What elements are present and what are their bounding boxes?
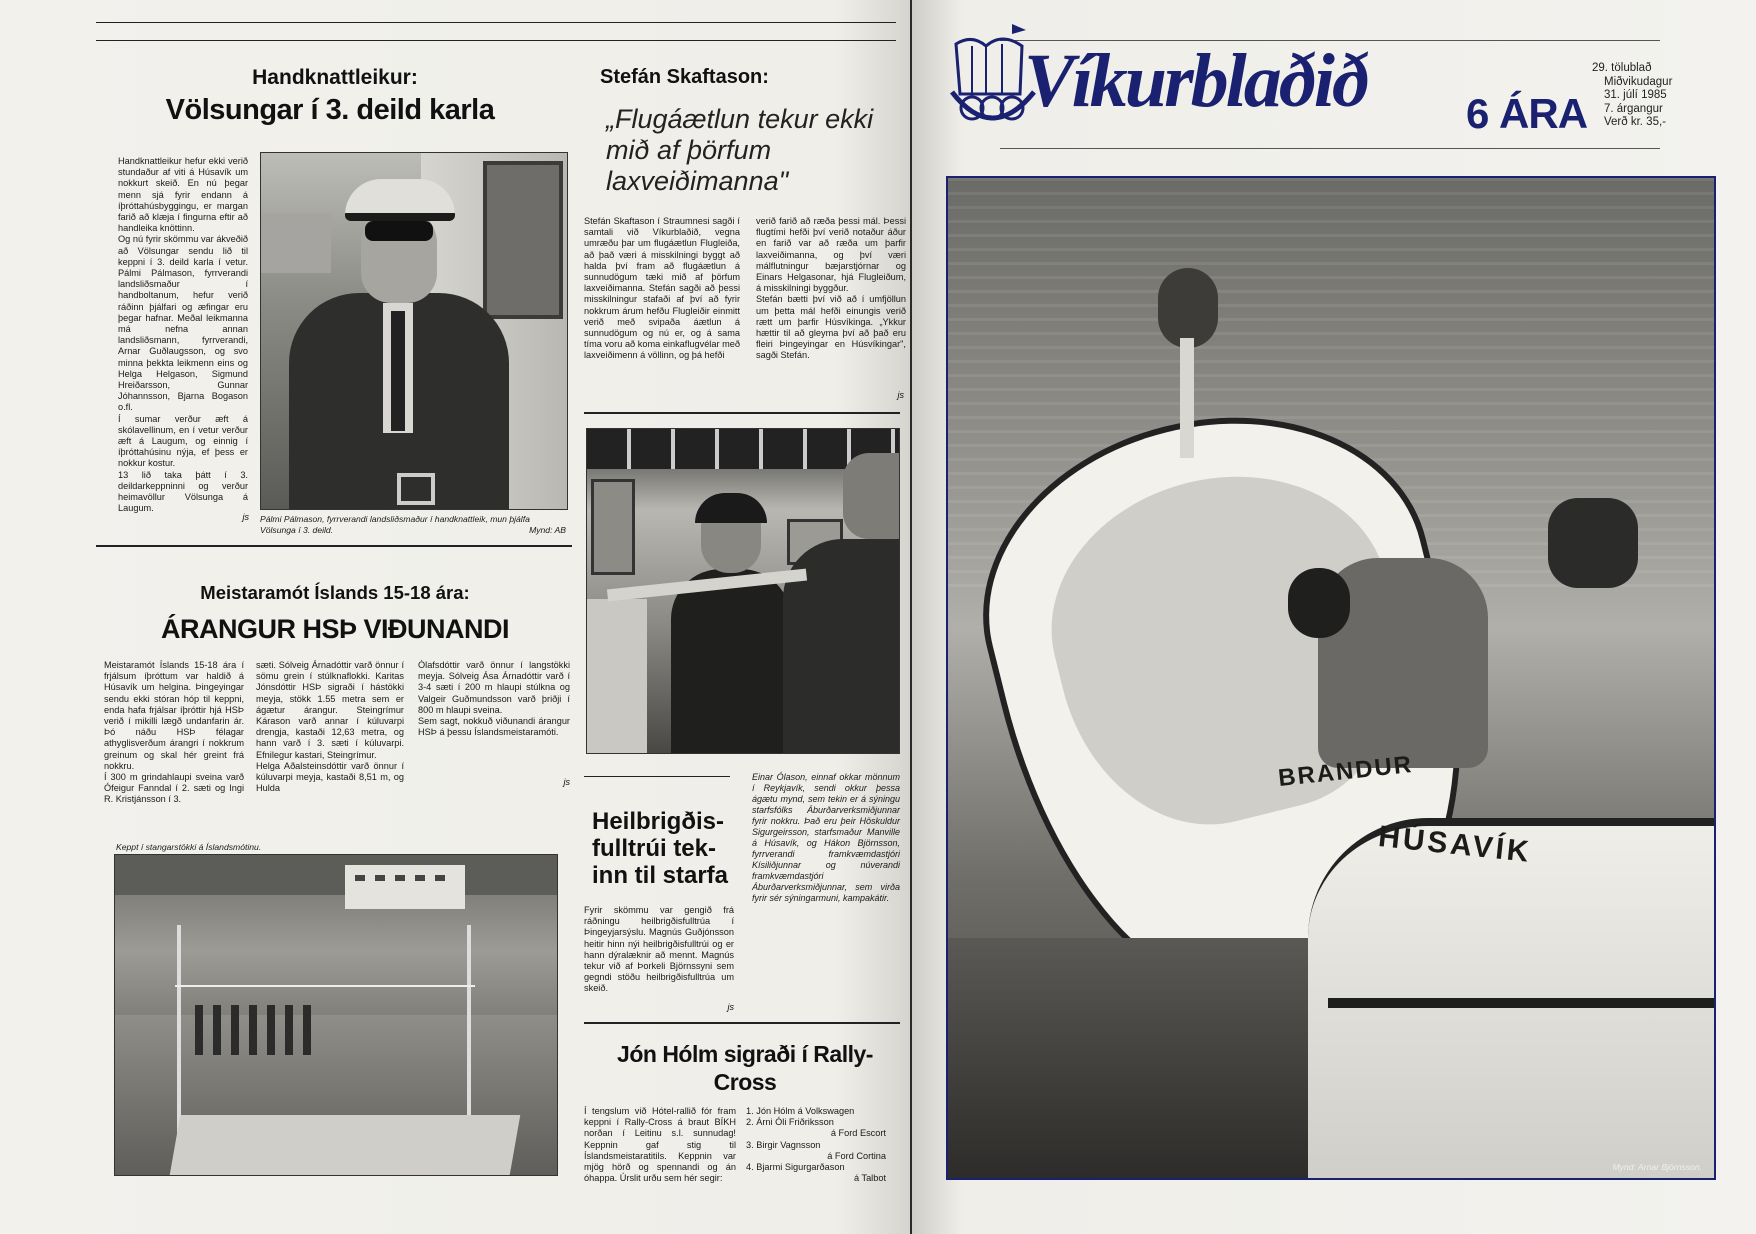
rally-result-name: Jón Hólm á Volkswagen (756, 1106, 855, 1116)
health-signature: js (727, 1002, 734, 1012)
rally-result-item (746, 1140, 886, 1162)
rally-result-name: Árni Óli Friðriksson (756, 1117, 834, 1128)
stefan-rule (584, 412, 900, 414)
handball-coach-photo (260, 152, 568, 510)
handball-signature: js (242, 512, 249, 522)
stefan-kicker: Stefán Skaftason: (600, 66, 769, 88)
issue-date: 31. júlí 1985 (1604, 89, 1667, 101)
rally-result-num: 2. (746, 1117, 754, 1128)
rally-result-name: Bjarmi Sigurgarðason (756, 1162, 845, 1173)
pole-vault-caption: Keppt í stangarstökki á Íslandsmótinu. (116, 842, 262, 852)
health-top-rule (584, 776, 730, 777)
section-rule (96, 545, 572, 547)
cover-photo-credit: Mynd: Arnar Björnsson. (1612, 1161, 1702, 1172)
championship-col3: Ólafsdóttir varð önnur í langstökki meyja. Sólveig Ása Árnadóttir varð í 3-4 sæti í 200 m hlaupi stúlkna og Valgeir Guðmundsson varð þriðji í 800 m hlaupi sveina. Sem sagt, nokkuð viðunandi árangur HSÞ á þessu Íslandsmeistaramóti. (418, 660, 570, 738)
masthead-bottom-rule (1000, 148, 1660, 149)
rally-result-num: 4. (746, 1162, 754, 1173)
stefan-col2: verið farið að ræða þessi mál. Þessi flugtími hefði því verið notaður áður en farið var að ræða um þarfir laxveiðimanna, og því væri málflutningur bæjarstjórnar og Einars Helgasonar, hjá Flugleiðum, á misskilningi byggður. Stefán bætti því við að í umfjöllun um þetta mál hefði einungis verið rætt um þarfir Húsvíkinga. „Ykkur hættir til að gleyma því að það eru fleiri Þingeyingar en Húsvíkingar", sagði Stefán. (756, 216, 906, 361)
pole-vault-photo (114, 854, 558, 1176)
stefan-signature: js (897, 390, 904, 400)
rally-body: Í tengslum við Hótel-rallið fór fram keppni í Rally-Cross á braut BÍKH norðan í Leitinu s.l. sunnudag! Keppnin gaf stig til Íslandsmeistaratitils. Keppnin var mjög hörð og spennandi og án óhappa. Úrslit urðu sem hér segir: (584, 1106, 736, 1184)
masthead-title: Víkurblaðið (1024, 39, 1367, 123)
health-body: Fyrir skömmu var gengið frá ráðningu heilbrigðisfulltrúa í Þingeyjarsýslu. Magnús Guðjónsson heitir hinn nýi heilbrigðisfulltrúi og er hann dýralæknir að mennt. Magnús tekur við af Þorkeli Björnssyni sem gegndi stöðu heilbrigðisfulltrúa um skeið. (584, 905, 734, 994)
rally-result-car: á Ford Escort (830, 1128, 886, 1139)
handball-headline: Völsungar í 3. deild karla (165, 94, 495, 126)
rally-headline: Jón Hólm sigraði í Rally-Cross (617, 1041, 873, 1095)
rally-result-car: á Talbot (853, 1173, 886, 1184)
rally-result-num: 1. (746, 1106, 754, 1116)
handball-caption: Pálmi Pálmason, fyrrverandi landsliðsmaður í handknattleik, mun þjálfa Völsunga í 3. deild. (260, 514, 530, 535)
top-rule (96, 22, 896, 23)
rally-result-num: 3. (746, 1139, 754, 1150)
issue-price: Verð kr. 35,- (1604, 116, 1667, 128)
stefan-col1: Stefán Skaftason í Straumnesi sagði í samtali við Víkurblaðið, vegna umræðu þar um flugáætlun Flugleiða, að það væri á misskilningi byggt að halda því fram að flugáætlun á sunnudögum tæki mið af þörfum laxveiðimanna. Stefán sagði að þessi misskilningur stafaði af því að fyrir nokkrum árum hefðu Flugleiðir einmitt verið með svipaða áætlun á sunnudögum og nú er, og á sama tíma voru að koma einkaflugvélar með laxveiðimenn á völlinn, og þá hefði (584, 216, 740, 361)
championship-headline: ÁRANGUR HSÞ VIÐUNANDI (160, 614, 509, 644)
championship-col2: sæti. Sólveig Árnadóttir varð önnur í sömu grein í stúlknaflokki. Karitas Jónsdóttir HSÞ sigraði í hástökki meyja, stökk 1.55 metra sem er ágætur árangur. Steingrímur Kárason varð annar í kúluvarpi drengja, kastaði 12,63 metra, og hann varð í 3. sæti í kúluvarpi. Efnilegur kastari, Steingrímur. Helga Aðalsteinsdóttir varð önnur í kúluvarpi meyja, kastaði 8,51 m, og Hulda (256, 660, 404, 794)
issue-weekday: Miðvikudagur (1604, 75, 1673, 88)
health-headline: Heilbrigðis- fulltrúi tek- inn til starfa (592, 808, 729, 889)
cover-boat-photo (946, 176, 1716, 1180)
rally-result-item (746, 1162, 886, 1184)
einar-caption: Einar Ólason, einnaf okkar mönnum í Reykjavík, sendi okkur þessa ágætu mynd, sem tekin er á sýningu starfsfólks Áburðarverksmiðjunnar fyrir nokkru. Það eru þeir Höskuldur Sigurgeirsson, starfsmaður Manville á Húsavík, og Hákon Björnsson, fyrrverandi framkvæmdastjóri Kísiliðjunnar og núverandi framkvæmdastjóri Áburðarverksmiðjunnar, sem virða fyrir sér sýningarmuni, kampakátir. (752, 772, 900, 903)
rally-results (746, 1106, 886, 1184)
boat-name-label: BRANDUR (1276, 751, 1415, 793)
masthead-anniversary: 6 ÁRA (1466, 90, 1588, 137)
issue-number: 29. tölublað (1592, 62, 1652, 74)
exhibition-photo (586, 428, 900, 754)
rally-result-name: Birgir Vagnsson (756, 1139, 821, 1150)
issue-info (1592, 62, 1702, 130)
rally-result-item (746, 1106, 886, 1117)
championship-col1: Meistaramót Íslands 15-18 ára í frjálsum íþróttum var haldið á Húsavík um helgina. Þingeyingar sendu ekki stóran hóp til keppni, enda hafa frjálsar íþróttir hjá HSÞ verið í mikilli lægð undanfarin ár. Þó náðu HSÞ félagar athyglisverðum árangri í nokkrum greinum og skal hér greint frá nokkru. Í 300 m grindahlaupi sveina varð Ófeigur Fanndal í 2. sæti og Ingi R. Kristjánsson í 3. (104, 660, 244, 805)
issue-volume: 7. árgangur (1604, 102, 1663, 115)
home-port-label: HÚSAVÍK (1376, 820, 1534, 869)
handball-body: Handknattleikur hefur ekki verið stundaður af viti á Húsavík um nokkurt skeið. En nú þegar menn sjá fyrir endann á íþróttahúsbyggingu, er margan farið að klæja í fingurna eftir að handleika knöttinn. Og nú fyrir skömmu var ákveðið að Völsungar sendu lið til keppni í 3. deild karla í vetur. Pálmi Pálmason, fyrrverandi landsliðsmaður í handboltanum, hefur verið ráðinn þjálfari og æfingar eru þegar hafnar. Meðal leikmanna má nefna annan landsliðsmann, fyrrverandi, Arnar Guðlaugsson, og svo minna þekkta leikmenn eins og Helga Helgason, Sigmund Hreiðarsson, Gunnar Jóhannsson, Bjarna Bogason o.fl. Í sumar verður æft á skólavellinum, en í vetur verður æft á Laugum, og einnig í íþróttahúsinu nýja, ef þess er nokkur kostur. 13 lið taka þátt í 3. deildarkeppninni og verður heimavöllur Völsunga á Laugum. (118, 156, 248, 514)
right-newspaper-page (912, 0, 1756, 1234)
stefan-headline: „Flugáætlun tekur ekki mið af þörfum laxveiðimanna" (606, 104, 874, 196)
championship-kicker: Meistaramót Íslands 15-18 ára: (200, 582, 470, 603)
handball-kicker: Handknattleikur: (252, 66, 418, 89)
rally-result-item (746, 1117, 886, 1139)
handball-credit: Mynd: AB (529, 525, 566, 535)
rally-result-car: á Ford Cortina (827, 1150, 886, 1161)
championship-signature: js (563, 777, 570, 787)
top-rule-2 (96, 40, 896, 41)
rally-rule (584, 1022, 900, 1024)
